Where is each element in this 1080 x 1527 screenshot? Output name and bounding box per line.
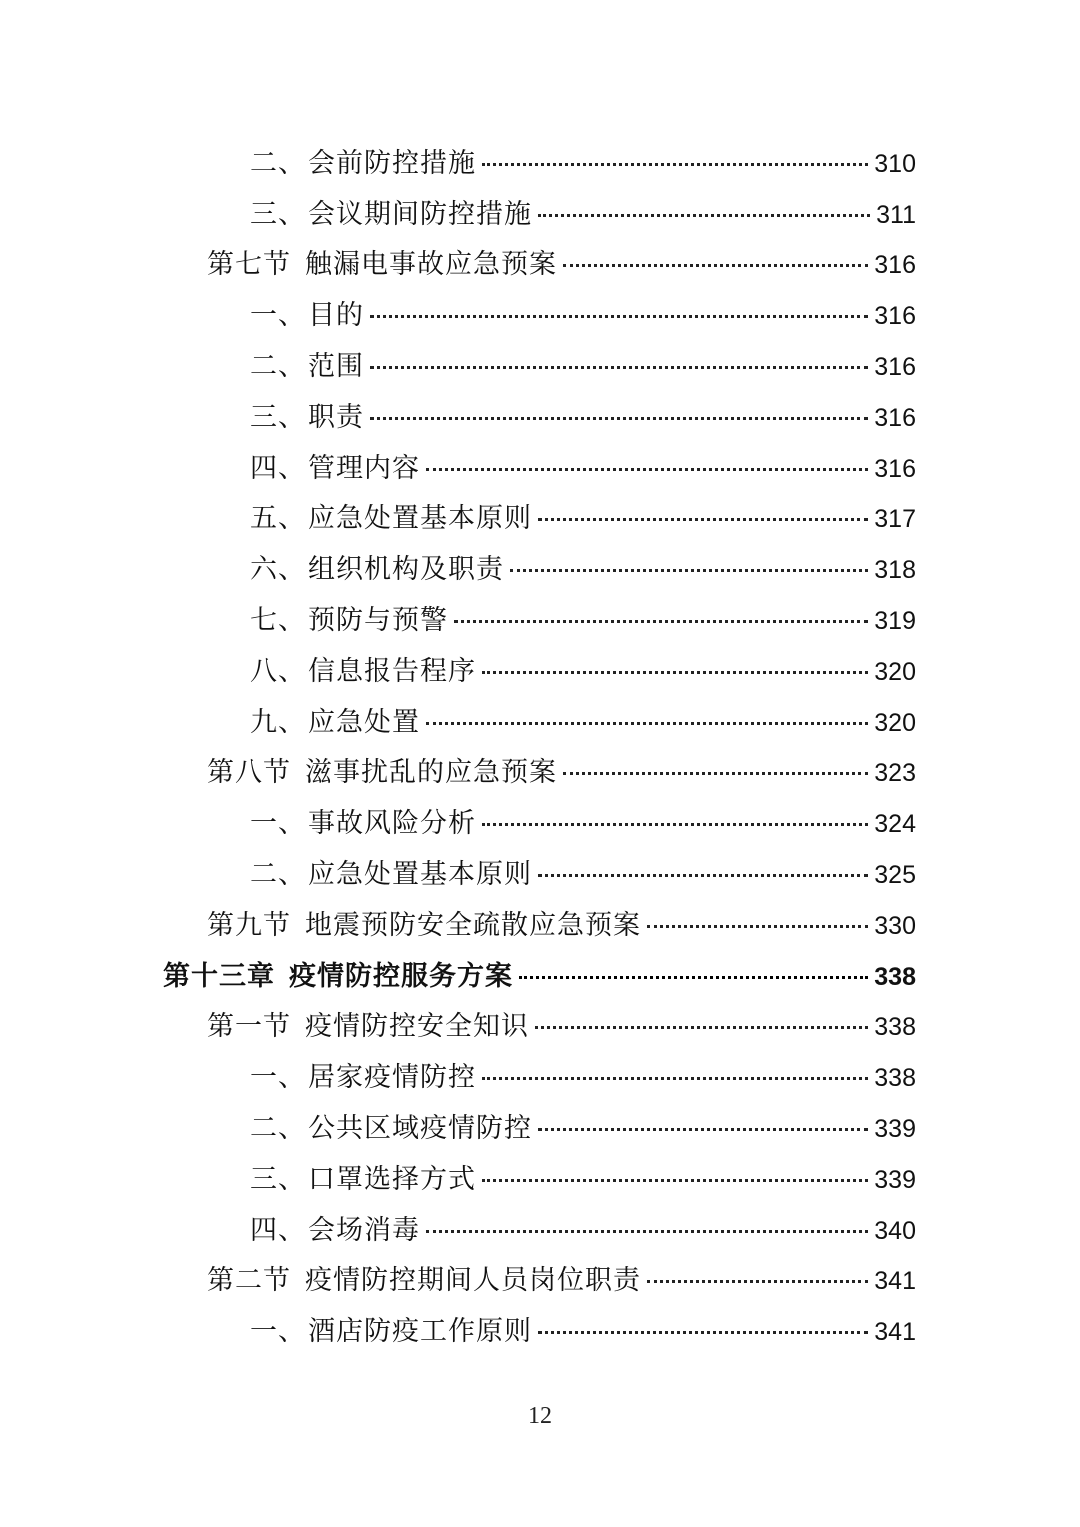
toc-entry-label	[250, 801, 476, 840]
toc-entry-page-number: 324	[874, 810, 916, 839]
toc-entry-prefix: 二、	[250, 351, 306, 383]
toc-entry-label	[250, 192, 532, 231]
toc-entry-label	[250, 1309, 532, 1348]
toc-entry-item[interactable]	[0, 1202, 1080, 1253]
toc-entry-title: 口罩选择方式	[308, 1163, 476, 1195]
toc-entry-page-number: 311	[876, 200, 916, 229]
dot-leader	[538, 518, 868, 521]
toc-entry-title: 范围	[308, 351, 364, 383]
dot-leader	[538, 1331, 868, 1334]
toc-entry-item[interactable]	[0, 846, 1080, 897]
toc-entry-title: 居家疫情防控	[308, 1062, 476, 1094]
toc-entry-label	[207, 242, 557, 281]
toc-entry-content	[207, 1258, 916, 1297]
toc-entry-item[interactable]	[0, 338, 1080, 389]
toc-entry-page-number: 316	[874, 251, 916, 280]
toc-entry-label	[250, 547, 504, 586]
dot-leader	[370, 315, 868, 318]
toc-entry-title: 目的	[308, 300, 364, 332]
toc-entry-label	[250, 700, 420, 739]
toc-entry-page-number: 317	[874, 505, 916, 534]
toc-entry-content	[250, 547, 916, 586]
toc-entry-item[interactable]	[0, 1100, 1080, 1151]
toc-entry-label	[163, 954, 513, 993]
toc-entry-item[interactable]	[0, 1049, 1080, 1100]
dot-leader	[535, 1026, 868, 1029]
toc-entry-label	[250, 598, 448, 637]
toc-entry-page-number: 338	[874, 1064, 916, 1093]
dot-leader	[647, 925, 868, 928]
dot-leader	[426, 468, 868, 471]
toc-entry-page-number: 316	[874, 403, 916, 432]
toc-entry-title: 应急处置基本原则	[308, 503, 532, 535]
toc-entry-content	[250, 192, 916, 231]
toc-entry-label	[250, 446, 420, 485]
toc-entry-prefix: 八、	[250, 655, 306, 687]
toc-entry-item[interactable]	[0, 795, 1080, 846]
toc-entry-content	[250, 496, 916, 535]
toc-entry-content	[207, 903, 916, 942]
toc-entry-label	[207, 750, 557, 789]
toc-entry-prefix: 三、	[250, 198, 306, 230]
toc-entry-page-number: 316	[874, 454, 916, 483]
dot-leader	[482, 1179, 868, 1182]
toc-entry-label	[250, 395, 364, 434]
toc-entry-prefix: 三、	[250, 1163, 306, 1195]
toc-entry-content	[207, 242, 916, 281]
toc-entry-item[interactable]	[0, 389, 1080, 440]
toc-entry-title: 会前防控措施	[308, 147, 476, 179]
toc-entry-content	[250, 1309, 916, 1348]
toc-entry-page-number: 320	[874, 708, 916, 737]
toc-entry-title: 公共区域疫情防控	[308, 1113, 532, 1145]
toc-entry-item[interactable]	[0, 592, 1080, 643]
toc-entry-prefix: 第二节	[207, 1265, 291, 1297]
toc-entry-content	[250, 293, 916, 332]
toc-entry-prefix: 四、	[250, 1214, 306, 1246]
dot-leader	[426, 1230, 868, 1233]
toc-entry-content	[250, 598, 916, 637]
toc-entry-content	[250, 1055, 916, 1094]
table-of-contents	[0, 135, 1080, 1354]
toc-entry-prefix: 四、	[250, 452, 306, 484]
toc-entry-prefix: 六、	[250, 554, 306, 586]
dot-leader	[454, 620, 868, 623]
toc-entry-page-number: 318	[874, 556, 916, 585]
toc-entry-title: 信息报告程序	[308, 655, 476, 687]
toc-entry-prefix: 二、	[250, 1113, 306, 1145]
toc-entry-content	[250, 649, 916, 688]
toc-entry-prefix: 九、	[250, 706, 306, 738]
toc-entry-title: 疫情防控服务方案	[289, 960, 513, 992]
toc-entry-page-number: 338	[874, 962, 916, 991]
toc-entry-page-number: 340	[874, 1216, 916, 1245]
toc-entry-content	[250, 141, 916, 180]
toc-entry-content	[250, 1208, 916, 1247]
dot-leader	[482, 823, 868, 826]
toc-entry-content	[250, 344, 916, 383]
toc-entry-label	[250, 141, 476, 180]
toc-entry-prefix: 一、	[250, 1062, 306, 1094]
toc-entry-label	[250, 293, 364, 332]
toc-entry-content	[250, 446, 916, 485]
toc-entry-content	[250, 852, 916, 891]
toc-entry-prefix: 第十三章	[163, 960, 275, 992]
toc-entry-page-number: 316	[874, 353, 916, 382]
dot-leader	[482, 1077, 868, 1080]
toc-entry-page-number: 320	[874, 657, 916, 686]
dot-leader	[538, 214, 870, 217]
toc-entry-prefix: 一、	[250, 1316, 306, 1348]
dot-leader	[519, 976, 868, 979]
toc-entry-prefix: 二、	[250, 147, 306, 179]
toc-entry-page-number: 339	[874, 1115, 916, 1144]
toc-entry-page-number: 325	[874, 861, 916, 890]
toc-entry-section[interactable]	[0, 897, 1080, 948]
toc-entry-label	[250, 1055, 476, 1094]
toc-entry-title: 疫情防控安全知识	[305, 1011, 529, 1043]
toc-entry-title: 职责	[308, 401, 364, 433]
toc-entry-label	[250, 852, 532, 891]
toc-entry-page-number: 338	[874, 1013, 916, 1042]
toc-entry-label	[250, 649, 476, 688]
toc-entry-title: 会议期间防控措施	[308, 198, 532, 230]
toc-entry-prefix: 三、	[250, 401, 306, 433]
toc-entry-page-number: 339	[874, 1165, 916, 1194]
toc-entry-label	[250, 1106, 532, 1145]
dot-leader	[482, 671, 868, 674]
toc-entry-label	[250, 1157, 476, 1196]
toc-entry-content	[163, 954, 916, 993]
toc-entry-title: 管理内容	[308, 452, 420, 484]
toc-entry-item[interactable]	[0, 643, 1080, 694]
toc-entry-content	[250, 801, 916, 840]
toc-entry-item[interactable]	[0, 186, 1080, 237]
toc-entry-section[interactable]	[0, 1253, 1080, 1304]
dot-leader	[647, 1280, 868, 1283]
toc-entry-item[interactable]	[0, 491, 1080, 542]
toc-entry-label	[250, 344, 364, 383]
toc-entry-item[interactable]	[0, 694, 1080, 745]
toc-entry-content	[250, 700, 916, 739]
toc-entry-prefix: 二、	[250, 859, 306, 891]
toc-entry-label	[207, 1258, 641, 1297]
toc-entry-page-number: 319	[874, 607, 916, 636]
toc-entry-title: 应急处置	[308, 706, 420, 738]
toc-entry-title: 会场消毒	[308, 1214, 420, 1246]
toc-entry-content	[207, 750, 916, 789]
toc-entry-label	[207, 1004, 529, 1043]
dot-leader	[538, 1128, 868, 1131]
toc-entry-title: 地震预防安全疏散应急预案	[305, 909, 641, 941]
toc-entry-content	[250, 1157, 916, 1196]
dot-leader	[370, 366, 868, 369]
toc-entry-item[interactable]	[0, 541, 1080, 592]
toc-entry-item[interactable]	[0, 1151, 1080, 1202]
toc-entry-item[interactable]	[0, 135, 1080, 186]
toc-entry-chapter[interactable]	[0, 948, 1080, 999]
toc-entry-section[interactable]	[0, 999, 1080, 1050]
toc-entry-page-number: 316	[874, 302, 916, 331]
toc-entry-label	[250, 496, 532, 535]
toc-entry-title: 应急处置基本原则	[308, 859, 532, 891]
toc-entry-title: 酒店防疫工作原则	[308, 1316, 532, 1348]
toc-entry-title: 触漏电事故应急预案	[305, 249, 557, 281]
toc-entry-title: 组织机构及职责	[308, 554, 504, 586]
toc-entry-title: 事故风险分析	[308, 808, 476, 840]
toc-entry-page-number: 323	[874, 759, 916, 788]
toc-entry-page-number: 310	[874, 149, 916, 178]
toc-entry-title: 预防与预警	[308, 605, 448, 637]
toc-entry-section[interactable]	[0, 745, 1080, 796]
dot-leader	[426, 722, 868, 725]
toc-entry-label	[250, 1208, 420, 1247]
toc-entry-prefix: 第八节	[207, 757, 291, 789]
toc-entry-title: 滋事扰乱的应急预案	[305, 757, 557, 789]
toc-entry-title: 疫情防控期间人员岗位职责	[305, 1265, 641, 1297]
toc-entry-prefix: 一、	[250, 300, 306, 332]
toc-entry-prefix: 第九节	[207, 909, 291, 941]
toc-entry-prefix: 第七节	[207, 249, 291, 281]
toc-entry-prefix: 一、	[250, 808, 306, 840]
toc-entry-prefix: 七、	[250, 605, 306, 637]
toc-entry-item[interactable]	[0, 1303, 1080, 1354]
dot-leader	[538, 874, 868, 877]
toc-entry-page-number: 341	[874, 1267, 916, 1296]
toc-entry-item[interactable]	[0, 440, 1080, 491]
dot-leader	[563, 772, 868, 775]
toc-entry-section[interactable]	[0, 237, 1080, 288]
dot-leader	[510, 569, 868, 572]
dot-leader	[563, 264, 868, 267]
toc-entry-prefix: 第一节	[207, 1011, 291, 1043]
toc-entry-content	[250, 395, 916, 434]
toc-entry-prefix: 五、	[250, 503, 306, 535]
toc-entry-content	[250, 1106, 916, 1145]
toc-entry-page-number: 330	[874, 911, 916, 940]
dot-leader	[482, 163, 868, 166]
page-number: 12	[528, 1403, 552, 1429]
dot-leader	[370, 417, 868, 420]
toc-entry-page-number: 341	[874, 1318, 916, 1347]
toc-entry-label	[207, 903, 641, 942]
toc-entry-item[interactable]	[0, 287, 1080, 338]
toc-entry-content	[207, 1004, 916, 1043]
